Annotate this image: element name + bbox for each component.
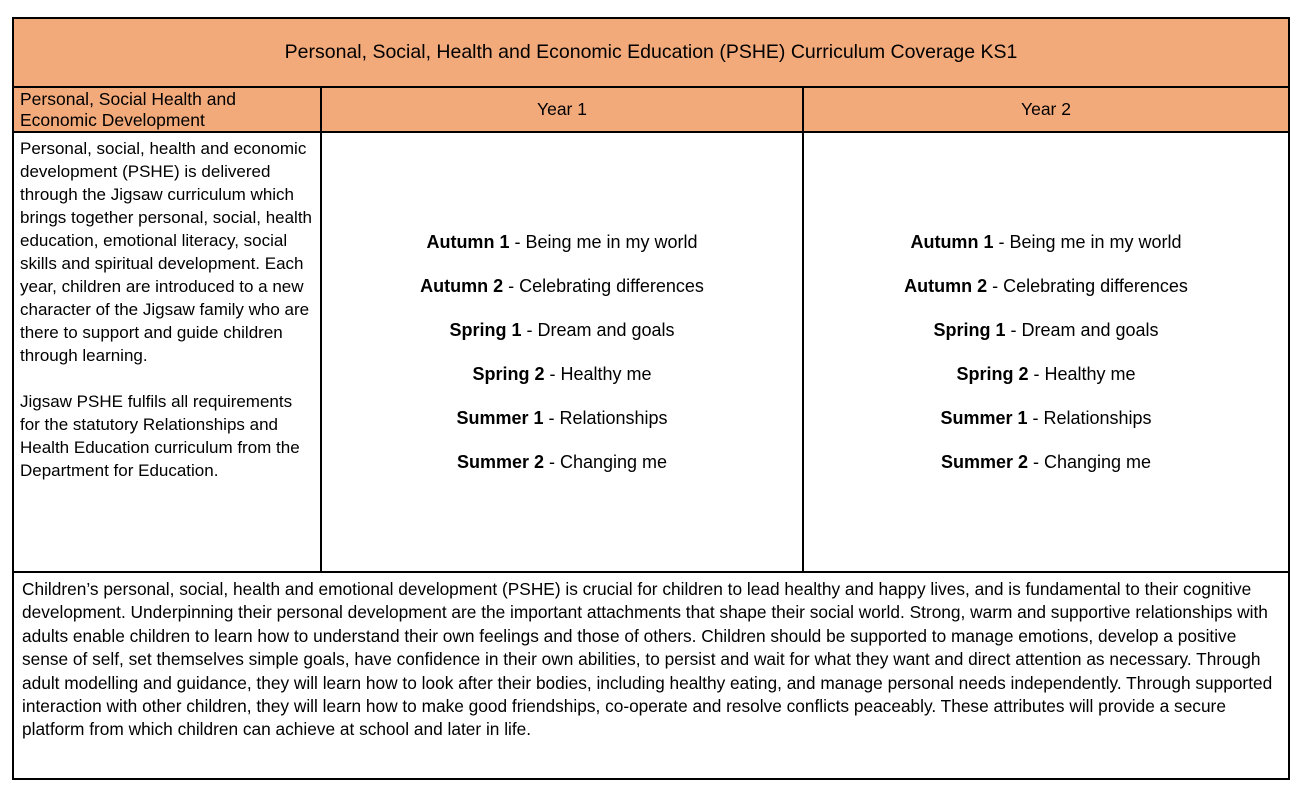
term-item — [457, 452, 667, 473]
term-topic: Healthy me — [1044, 363, 1136, 384]
term-name: Spring 2 — [472, 363, 545, 384]
term-separator: - — [1027, 451, 1044, 472]
term-separator: - — [544, 363, 561, 384]
footer-cell — [14, 571, 1288, 778]
term-name: Summer 1 — [456, 407, 544, 428]
term-separator: - — [543, 451, 560, 472]
table-title: Personal, Social, Health and Economic Education (PSHE) Curriculum Coverage KS1 — [14, 19, 1288, 86]
term-item — [904, 276, 1188, 297]
term-name: Spring 2 — [956, 363, 1029, 384]
term-topic: Dream and goals — [1021, 319, 1159, 340]
intro-cell — [14, 131, 320, 571]
term-topic: Relationships — [559, 407, 668, 428]
term-name: Autumn 2 — [904, 275, 988, 296]
term-separator: - — [1027, 407, 1044, 428]
term-separator: - — [503, 275, 520, 296]
term-item — [910, 232, 1181, 253]
term-name: Summer 2 — [456, 451, 544, 472]
term-topic: Celebrating differences — [1003, 275, 1188, 296]
year1-cell — [320, 131, 802, 571]
term-topic: Celebrating differences — [519, 275, 704, 296]
header-development: Personal, Social Health and Economic Development — [14, 86, 320, 131]
term-item — [472, 364, 651, 385]
footer-paragraph: Children’s personal, social, health and emotional development (PSHE) is crucial for children to lead healthy and happy lives, and is fundamental to their cognitive development. Underpinning their personal development are the important attachments that shape their social world. Strong, warm and supportive relationships with adults enable children to learn how to understand their own feelings and those of others. Children should be supported to manage emotions, develop a positive sense of self, set themselves simple goals, have confidence in their own abilities, to persist and wait for what they want and direct attention as necessary. Through adult modelling and guidance, they will learn how to look after their bodies, including healthy eating, and manage personal needs independently. Through supported interaction with other children, they will learn how to make good friendships, co-operate and resolve conflicts peaceably. These attributes will provide a secure platform from which children can achieve at school and later in life. — [22, 579, 1273, 740]
term-name: Autumn 1 — [426, 231, 510, 252]
term-separator: - — [987, 275, 1004, 296]
term-separator: - — [993, 231, 1010, 252]
term-name: Autumn 1 — [910, 231, 994, 252]
term-name: Summer 1 — [940, 407, 1028, 428]
term-separator: - — [1005, 319, 1022, 340]
term-separator: - — [509, 231, 526, 252]
intro-paragraph-2: Jigsaw PSHE fulfils all requirements for the statutory Relationships and Health Education curriculum from the Department for Education. — [20, 392, 300, 480]
term-separator: - — [543, 407, 560, 428]
term-item — [420, 276, 704, 297]
term-item — [933, 320, 1158, 341]
term-item — [941, 452, 1151, 473]
curriculum-table — [12, 17, 1290, 780]
term-name: Summer 2 — [940, 451, 1028, 472]
term-topic: Dream and goals — [537, 319, 675, 340]
term-separator: - — [521, 319, 538, 340]
term-item — [426, 232, 697, 253]
term-topic: Being me in my world — [1009, 231, 1182, 252]
term-name: Spring 1 — [449, 319, 522, 340]
header-year2: Year 2 — [802, 86, 1288, 131]
term-item — [940, 408, 1151, 429]
term-item — [456, 408, 667, 429]
year2-cell — [802, 131, 1288, 571]
term-item — [956, 364, 1135, 385]
term-name: Autumn 2 — [420, 275, 504, 296]
term-separator: - — [1028, 363, 1045, 384]
term-item — [449, 320, 674, 341]
term-name: Spring 1 — [933, 319, 1006, 340]
header-year1: Year 1 — [320, 86, 802, 131]
term-topic: Being me in my world — [525, 231, 698, 252]
term-topic: Changing me — [559, 451, 668, 472]
term-topic: Relationships — [1043, 407, 1152, 428]
term-topic: Healthy me — [560, 363, 652, 384]
term-topic: Changing me — [1043, 451, 1152, 472]
intro-paragraph-1: Personal, social, health and economic development (PSHE) is delivered through the Jigsaw curriculum which brings together personal, social, health education, emotional literacy, social skills and spiritual development. Each year, children are introduced to a new character of the Jigsaw family who are there to support and guide children through learning. — [20, 139, 313, 365]
